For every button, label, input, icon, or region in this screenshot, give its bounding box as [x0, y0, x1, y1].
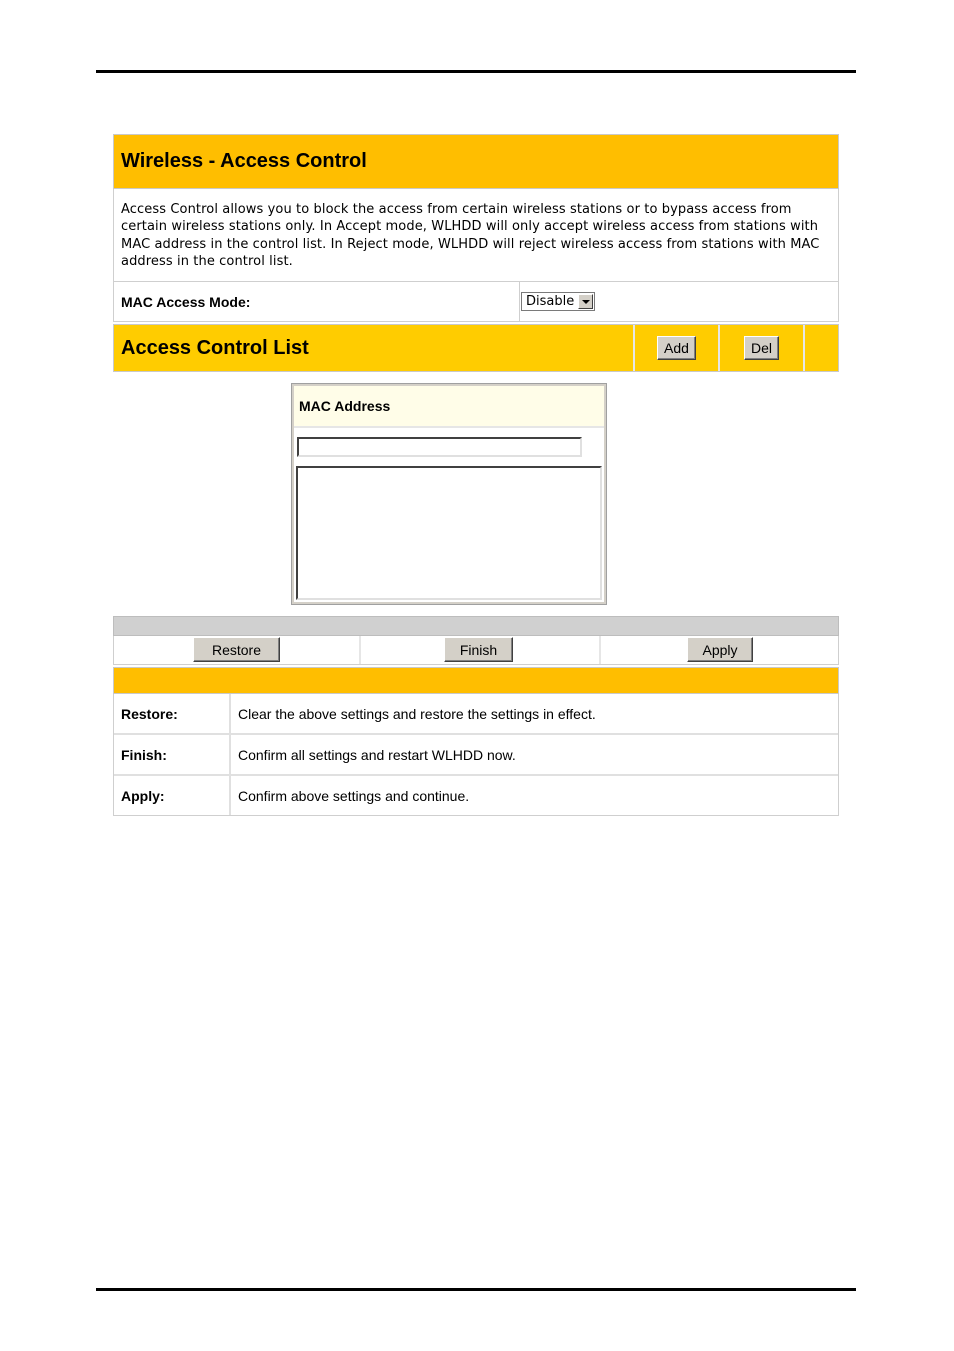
access-control-list-bar — [113, 324, 839, 372]
help-text: Clear the above settings and restore the settings in effect. — [238, 705, 596, 722]
mac-address-header: MAC Address — [294, 386, 604, 428]
mac-address-list[interactable] — [296, 466, 602, 600]
actions-row — [113, 636, 839, 665]
mac-access-mode-row — [113, 282, 839, 322]
help-text: Confirm above settings and continue. — [238, 787, 470, 804]
mac-address-table — [292, 384, 606, 604]
add-cell — [635, 325, 720, 371]
page-title — [113, 134, 839, 189]
help-row — [114, 735, 838, 776]
help-key: Finish: — [114, 735, 231, 774]
mac-address-input[interactable] — [297, 437, 582, 457]
access-control-list-title: Access Control List — [114, 325, 635, 371]
mac-access-mode-select[interactable] — [521, 292, 595, 311]
help-text: Confirm all settings and restart WLHDD now. — [238, 746, 516, 763]
del-cell — [720, 325, 805, 371]
acl-empty-cell — [805, 325, 838, 371]
add-button[interactable]: Add — [657, 336, 696, 360]
restore-button[interactable]: Restore — [193, 637, 280, 662]
description: Access Control allows you to block the access from certain wireless stations or to bypass access from certain wireless stations only. In Accept mode, WLHDD will only accept wireless access from stations with MAC address in the control list. In Reject mode, WLHDD will reject wireless access from stations with MAC address in the control list. — [113, 189, 839, 282]
page-title-text: Wireless - Access Control — [121, 150, 367, 172]
help-row — [114, 776, 838, 815]
help-row — [114, 694, 838, 735]
mac-access-mode-value: Disable — [526, 294, 575, 309]
help-table — [113, 694, 839, 816]
mac-access-mode-label: MAC Access Mode: — [114, 282, 520, 321]
help-key: Apply: — [114, 776, 231, 815]
help-key: Restore: — [114, 694, 231, 733]
finish-button[interactable]: Finish — [444, 637, 513, 662]
chevron-down-icon[interactable] — [578, 294, 593, 309]
apply-button[interactable]: Apply — [687, 637, 753, 662]
mac-address-input-row — [294, 428, 604, 466]
bottom-rule — [96, 1288, 856, 1291]
finish-cell — [361, 636, 601, 664]
del-button[interactable]: Del — [744, 336, 779, 360]
apply-cell — [601, 636, 838, 664]
mac-access-mode-cell — [520, 282, 838, 321]
restore-cell — [114, 636, 361, 664]
help-header-bar — [113, 667, 839, 694]
top-rule — [96, 70, 856, 73]
actions-separator — [113, 616, 839, 636]
